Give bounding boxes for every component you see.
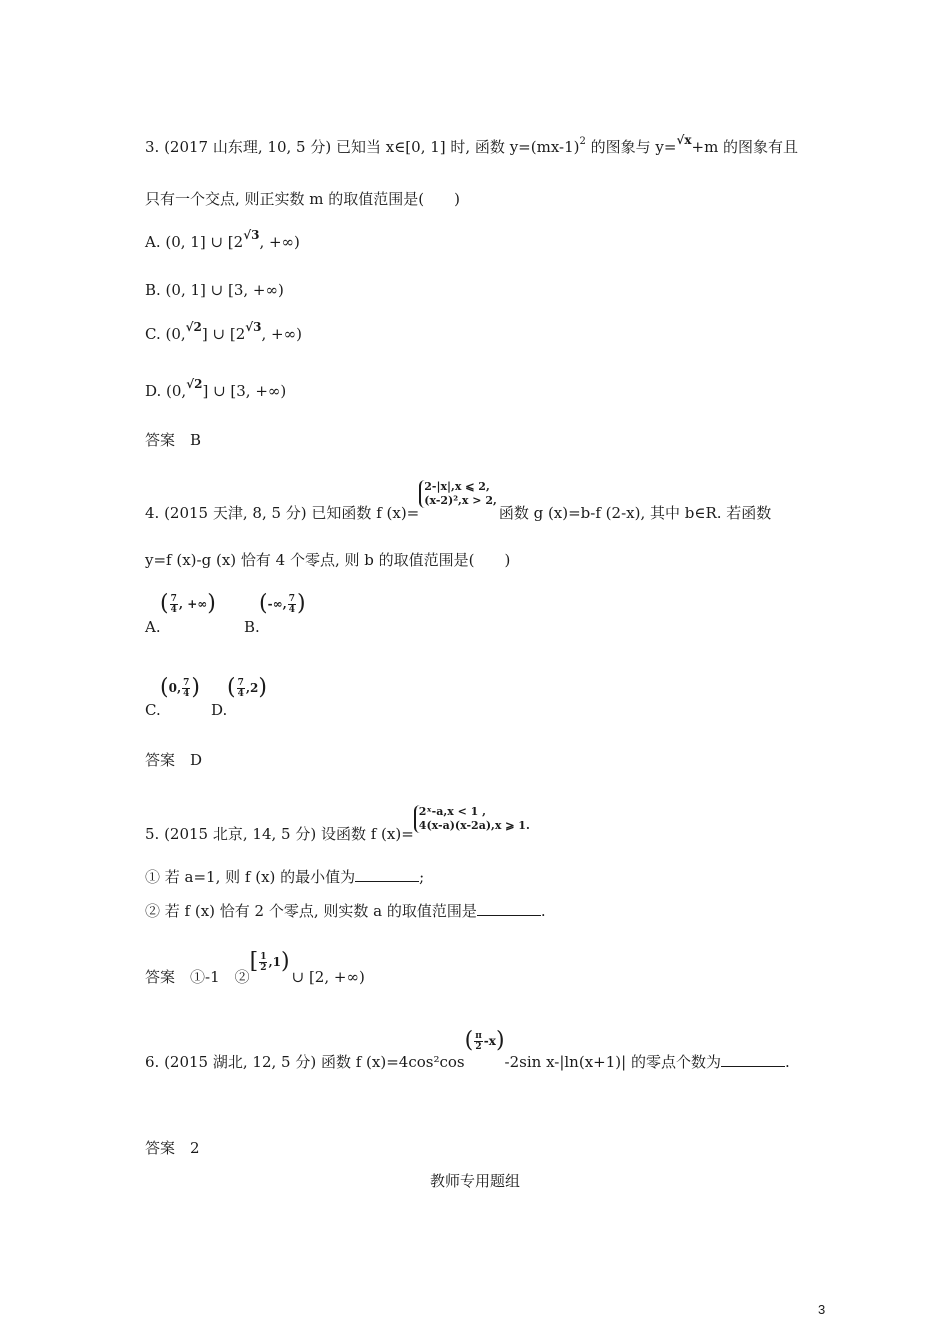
- section-title: 教师专用题组: [429, 1172, 520, 1190]
- q5-answer: 答案 ①-1 ② [ $\frac{1}{2}$ ,1 ) ∪ [2, +∞): [145, 949, 365, 986]
- q4-option-b-interval: ( -∞, $\frac{7}{4}$ ): [259, 591, 306, 616]
- q4-answer: 答案 D: [145, 751, 203, 769]
- q5-line1: 5. (2015 北京, 14, 5 分) 设函数 f (x)=2ˣ-a,x < 1 , 4(x-a)(x-2a),x ⩾ 1.: [145, 805, 530, 843]
- q5-answer-interval: [ $\frac{1}{2}$ ,1 ): [249, 949, 290, 974]
- q4-line2: y=f (x)-g (x) 恰有 4 个零点, 则 b 的取值范围是( ): [145, 551, 511, 569]
- q4-option-c: C.: [145, 701, 161, 719]
- q3-answer: 答案 B: [145, 431, 202, 449]
- q4-option-d: D.: [211, 701, 228, 719]
- q4-option-a: A.: [145, 618, 161, 636]
- answer-blank: [477, 901, 541, 916]
- q6-line1: 6. (2015 湖北, 12, 5 分) 函数 f (x)=4cos²cos ( $\frac{\pi}{2}$ -x ) -2sin x-|ln(x+1)| 的零点个数为 .: [145, 1028, 790, 1071]
- q5-sub2: ② 若 f (x) 恰有 2 个零点, 则实数 a 的取值范围是 .: [145, 902, 546, 920]
- q6-answer: 答案 2: [145, 1139, 200, 1157]
- q3-line1: 3. (2017 山东理, 10, 5 分) 已知当 x∈[0, 1] 时, 函数 $y=(mx-1)^2$ 的图象与 y=$^{√x}$+m 的图象有且: [145, 133, 799, 156]
- q4-line1: 4. (2015 天津, 8, 5 分) 已知函数 f (x)=2-|x|,x ⩽ 2, (x-2)²,x > 2,函数 g (x)=b-f (2-x), 其中 b∈R. 若函数: [145, 480, 772, 522]
- q3-option-c: C. (0,$^{√2}$] ∪ [$2^{√3}$, +∞): [145, 320, 302, 343]
- q6-cos-argument: ( $\frac{\pi}{2}$ -x ): [464, 1028, 505, 1053]
- q5-sub1: ① 若 a=1, 则 f (x) 的最小值为 ;: [145, 868, 425, 886]
- sqrt-x: √x: [676, 133, 692, 147]
- page-number: 3: [818, 1302, 826, 1317]
- q4-option-c-interval: ( 0, $\frac{7}{4}$ ): [160, 675, 200, 700]
- q5-piecewise: 2ˣ-a,x < 1 , 4(x-a)(x-2a),x ⩾ 1.: [414, 805, 530, 833]
- q4-option-a-interval: ( $\frac{7}{4}$ , +∞ ): [160, 591, 216, 616]
- answer-blank: [721, 1052, 785, 1067]
- answer-blank: [355, 867, 419, 882]
- q3-option-a: A. (0, 1] ∪ [$2^{√3}$, +∞): [145, 228, 300, 251]
- q3-option-b: B. (0, 1] ∪ [3, +∞): [145, 281, 284, 299]
- q4-option-d-interval: ( $\frac{7}{4}$ ,2 ): [227, 675, 267, 700]
- q3-option-d: D. (0,$^{√2}$] ∪ [3, +∞): [145, 377, 287, 400]
- q4-option-b: B.: [244, 618, 260, 636]
- q3-line2: 只有一个交点, 则正实数 m 的取值范围是( ): [145, 190, 461, 208]
- q4-piecewise: 2-|x|,x ⩽ 2, (x-2)²,x > 2,: [419, 480, 497, 508]
